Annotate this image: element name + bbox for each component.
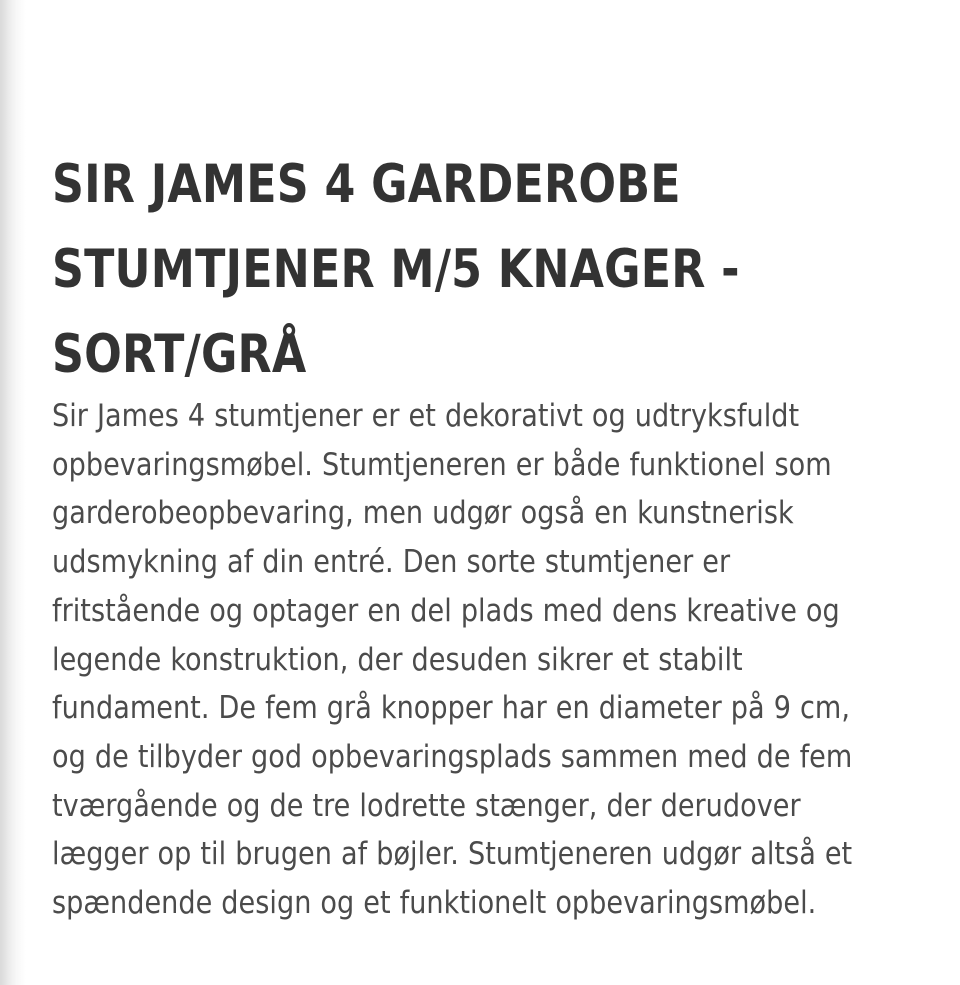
page-title xyxy=(52,142,854,397)
page-title-line-1: SIR JAMES 4 GARDEROBE xyxy=(52,154,681,215)
page-title-line-2: STUMTJENER M/5 KNAGER - xyxy=(52,239,740,300)
left-edge-shadow xyxy=(0,0,26,985)
page-title-line-3: SORT/GRÅ xyxy=(52,324,307,385)
product-description: Sir James 4 stumtjener er et dekorativt og udtryksfuldt opbevaringsmøbel. Stumtjeneren er både funktionel som garderobeopbevaring, men udgør også en kunstnerisk udsmykning af din entré. Den sorte stumtjener er fritstående og optager en del plads med dens kreative og legende konstruktion, der desuden sikrer et stabilt fundament. De fem grå knopper har en diameter på 9 cm, og de tilbyder god opbevaringsplads sammen med de fem tværgående og de tre lodrette stænger, der derudover lægger op til brugen af bøjler. Stumtjeneren udgør altså et spændende design og et funktionelt opbevaringsmøbel. xyxy=(52,398,853,922)
